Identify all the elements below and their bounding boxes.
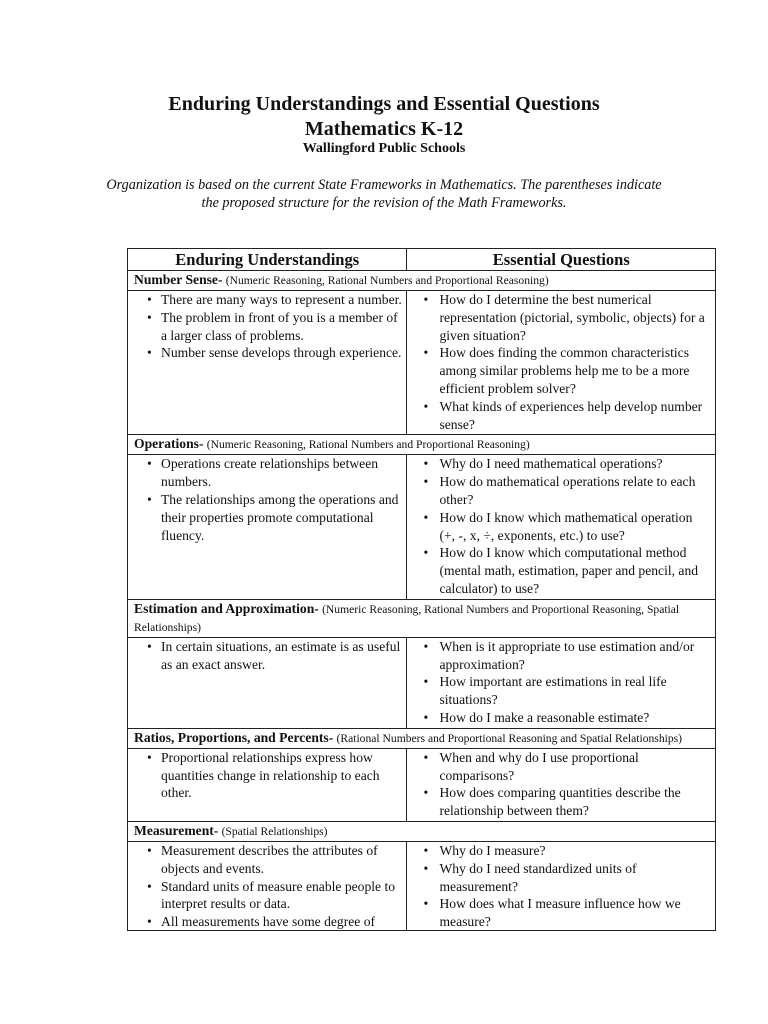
- section-header-measurement: [128, 821, 716, 841]
- question-item: • How do I know which mathematical operation (+, -, x, ÷, exponents, etc.) to use?: [407, 509, 715, 545]
- page-title: Enduring Understandings and Essential Questions: [168, 93, 600, 115]
- understandings-cell: [128, 291, 407, 435]
- question-item: • How do mathematical operations relate to each other?: [407, 473, 715, 509]
- understanding-item: • The problem in front of you is a member of a larger class of problems.: [128, 309, 406, 345]
- question-item: • How do I know which computational method (mental math, estimation, paper and pencil, and calculator) to use?: [407, 544, 715, 597]
- questions-cell: [407, 748, 716, 821]
- section-body-estimation: [128, 637, 716, 728]
- understandings-cell: [128, 637, 407, 728]
- section-body-measurement: [128, 841, 716, 930]
- understandings-table: [127, 248, 716, 931]
- question-item: • How does finding the common characteristics among similar problems help me to be a more efficient problem solver?: [407, 344, 715, 397]
- question-item: • Why do I measure?: [407, 842, 715, 860]
- questions-cell: [407, 455, 716, 599]
- section-name: Operations-: [134, 436, 204, 452]
- question-item: • How do I make a reasonable estimate?: [407, 709, 715, 727]
- section-header-estimation: [128, 599, 716, 637]
- question-item: • How important are estimations in real life situations?: [407, 673, 715, 709]
- question-item: • How does what I measure influence how we measure?: [407, 895, 715, 930]
- section-detail: (Numeric Reasoning, Rational Numbers and Proportional Reasoning, Spatial Relationships): [134, 602, 680, 634]
- section-detail: (Numeric Reasoning, Rational Numbers and Proportional Reasoning): [225, 274, 549, 287]
- section-header-operations: [128, 435, 716, 455]
- section-detail: (Rational Numbers and Proportional Reasoning and Spatial Relationships): [336, 731, 683, 745]
- understanding-item: • The relationships among the operations and their properties promote computational fluency.: [128, 491, 406, 544]
- intro-paragraph: Organization is based on the current State Frameworks in Mathematics. The parentheses indicate the proposed structure for the revision of the Math Frameworks.: [106, 177, 662, 211]
- question-item: • Why do I need standardized units of measurement?: [407, 860, 715, 896]
- page-subtitle: Mathematics K-12: [304, 118, 464, 140]
- understanding-item: • Operations create relationships between numbers.: [128, 455, 406, 491]
- school-name: Wallingford Public Schools: [302, 141, 466, 156]
- section-name: Number Sense-: [134, 272, 223, 287]
- section-body-operations: [128, 455, 716, 599]
- question-item: • How does comparing quantities describe the relationship between them?: [407, 784, 715, 820]
- questions-cell: [407, 291, 716, 435]
- header-essential-questions: Essential Questions: [407, 249, 716, 271]
- question-item: • When is it appropriate to use estimation and/or approximation?: [407, 638, 715, 674]
- understanding-item: • In certain situations, an estimate is as useful as an exact answer.: [128, 638, 406, 674]
- section-header-ratios: [128, 728, 716, 748]
- section-detail: (Spatial Relationships): [221, 824, 328, 838]
- understanding-item: • Standard units of measure enable people to interpret results or data.: [128, 878, 406, 914]
- understandings-cell: [128, 455, 407, 599]
- section-header-number-sense: [128, 271, 716, 291]
- question-item: • Why do I need mathematical operations?: [407, 455, 715, 473]
- understanding-item: • Measurement describes the attributes of objects and events.: [128, 842, 406, 878]
- header-enduring-understandings: Enduring Understandings: [128, 249, 407, 271]
- questions-cell: [407, 841, 716, 930]
- section-name: Measurement-: [134, 822, 219, 838]
- question-item: • What kinds of experiences help develop number sense?: [407, 398, 715, 434]
- questions-cell: [407, 637, 716, 728]
- section-name: Estimation and Approximation-: [134, 600, 319, 616]
- understanding-item: • There are many ways to represent a number.: [128, 291, 406, 309]
- table-header-row: [128, 249, 716, 271]
- understandings-cell: [128, 841, 407, 930]
- section-name: Ratios, Proportions, and Percents-: [134, 729, 334, 745]
- understandings-cell: [128, 748, 407, 821]
- question-item: • When and why do I use proportional comparisons?: [407, 749, 715, 785]
- section-body-ratios: [128, 748, 716, 821]
- understanding-item: • Number sense develops through experience.: [128, 344, 406, 362]
- section-detail: (Numeric Reasoning, Rational Numbers and Proportional Reasoning): [206, 438, 530, 452]
- understanding-item: • All measurements have some degree of: [128, 913, 406, 930]
- understanding-item: • Proportional relationships express how quantities change in relationship to each other.: [128, 749, 406, 802]
- question-item: • How do I determine the best numerical representation (pictorial, symbolic, objects) for a given situation?: [407, 291, 715, 344]
- section-body-number-sense: [128, 291, 716, 435]
